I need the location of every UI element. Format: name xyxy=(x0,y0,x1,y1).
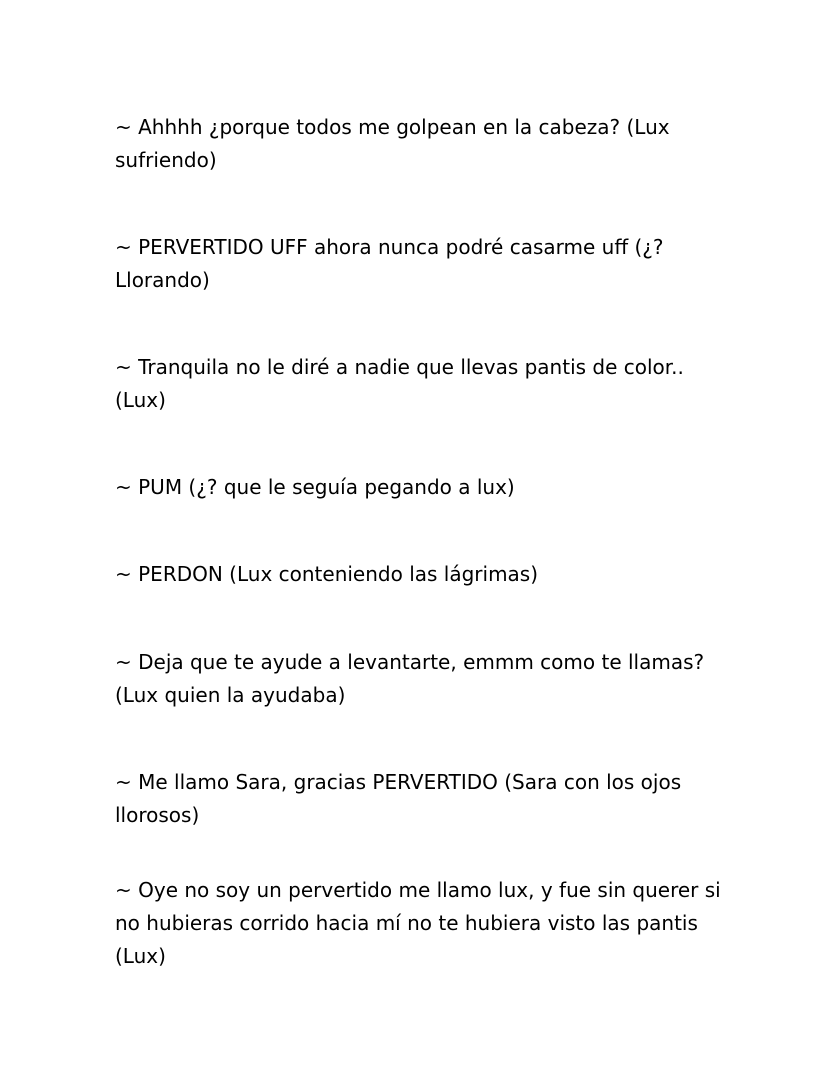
paragraph-3: ~ Tranquila no le diré a nadie que llevas pantis de color.. (Lux) xyxy=(115,355,684,412)
paragraph-6: ~ Deja que te ayude a levantarte, emmm como te llamas? (Lux quien la ayudaba) xyxy=(115,650,705,707)
paragraph-5: ~ PERDON (Lux conteniendo las lágrimas) xyxy=(115,562,539,586)
paragraph-7: ~ Me llamo Sara, gracias PERVERTIDO (Sara con los ojos llorosos) xyxy=(115,770,682,827)
paragraph-8: ~ Oye no soy un pervertido me llamo lux, y fue sin querer si no hubieras corrido hacia mí no te hubiera visto las pantis (Lux) xyxy=(115,878,721,968)
paragraph-2: ~ PERVERTIDO UFF ahora nunca podré casarme uff (¿? Llorando) xyxy=(115,235,664,292)
paragraph-4: ~ PUM (¿? que le seguía pegando a lux) xyxy=(115,475,515,499)
paragraph-1: ~ Ahhhh ¿porque todos me golpean en la cabeza? (Lux sufriendo) xyxy=(115,115,670,172)
